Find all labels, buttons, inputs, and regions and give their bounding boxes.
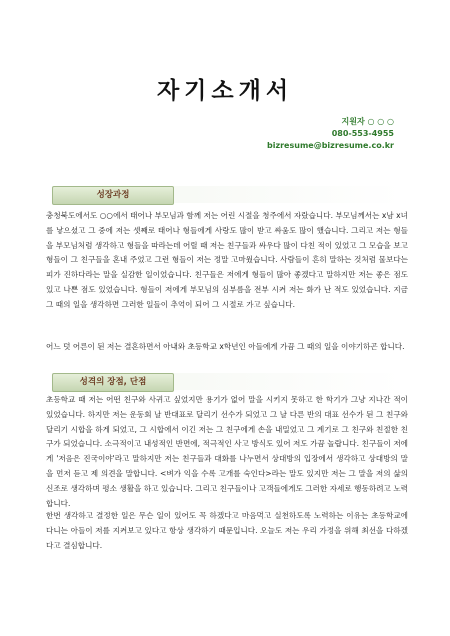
section-paragraph: 초등학교 때 저는 어떤 친구와 사귀고 싶었지만 용기가 없어 말을 시키지 못하고 한 학기가 그냥 지나간 적이 있었습니다. 하지만 저는 운동회 날 반대표로 달리기 선수가 되었고 그 날 다른 반의 대표 선수가 된 그 친구와 달리기 시합을 하게 되었고, 그 시합에서 이긴 저는 그 친구에게 손을 내밀었고 그 계기로 그 친구와 친절한 친구가 되었습니다. 소극적이고 내성적인 반면에, 적극적인 사고 방식도 있어 저도 가끔 놀랍니다. 친구들이 저에게 '저음은 진국이야'라고 말하지만 저는 친구들과 대화를 나누면서 상대방의 입장에서 생각하고 상대방의 말을 먼저 듣고 제 의견을 말합니다. <벼가 익을 수록 고개를 숙인다>라는 말도 있지만 저는 그 말을 저의 삶의 신조로 생각하며 평소 생활을 하고 있습니다. 그리고 친구들이나 고객들에게도 그러한 자세로 행동하려고 노력합니다. bbox=[46, 395, 408, 508]
document-title: 자기소개서 bbox=[156, 77, 294, 104]
applicant-name: 지원자 ○ ○ ○ bbox=[341, 117, 394, 126]
section-header-personality bbox=[44, 373, 402, 390]
section-paragraph: 충청북도에서도 ○○에서 태어나 부모님과 함께 저는 어린 시절을 청주에서 자랐습니다. 부모님께서는 x남 x녀를 낳으셨고 그 중에 저는 셋째로 태어나 형들에게 사랑도 많이 받고 싸움도 많이 했습니다. 그리고 저는 형들을 부모님처럼 생각하고 형들을 따라는데 어릴 때 저는 친구들과 싸우다 많이 다친 적이 있었고 그 모습을 보고 형들이 그 친구들을 혼내 주었고 그런 형들이 저는 정말 고마웠습니다. 사람들이 흔히 말하는 것처럼 물보다는 피가 진하다라는 말을 실감한 일이었습니다. 친구들은 저에게 형들이 많아 좋겠다고 말하지만 저는 좋은 점도 있고 나쁜 점도 있었습니다. 형들이 저에게 부모님의 심부름을 전부 시켜 저는 화가 난 적도 있었습니다. 지금 그 때의 일을 생각하면 그러한 일들이 추억이 되어 그 시절로 가고 싶습니다. bbox=[46, 211, 408, 309]
section-title: 성장과정 bbox=[52, 186, 174, 205]
contact-block bbox=[194, 116, 394, 152]
section-paragraph: 한번 생각하고 결정한 일은 무슨 일이 있어도 꼭 하겠다고 마음먹고 실천하도록 노력하는 이유는 초등학교에 다니는 아들이 저를 지켜보고 있다고 항상 생각하기 때문입니다. 오늘도 저는 우리 가정을 위해 최선을 다하겠다고 결심합니다. bbox=[46, 511, 408, 550]
email-address: bizresume@bizresume.co.kr bbox=[266, 141, 394, 150]
phone-number: 080-553-4955 bbox=[331, 129, 394, 138]
section-paragraph: 어느 덧 어른이 된 저는 결혼하면서 아내와 초등학교 x학년인 아들에게 가끔 그 때의 일을 이야기하곤 합니다. bbox=[46, 342, 405, 351]
section-title: 성격의 장점, 단점 bbox=[52, 373, 174, 392]
section-header-growth bbox=[44, 186, 402, 203]
